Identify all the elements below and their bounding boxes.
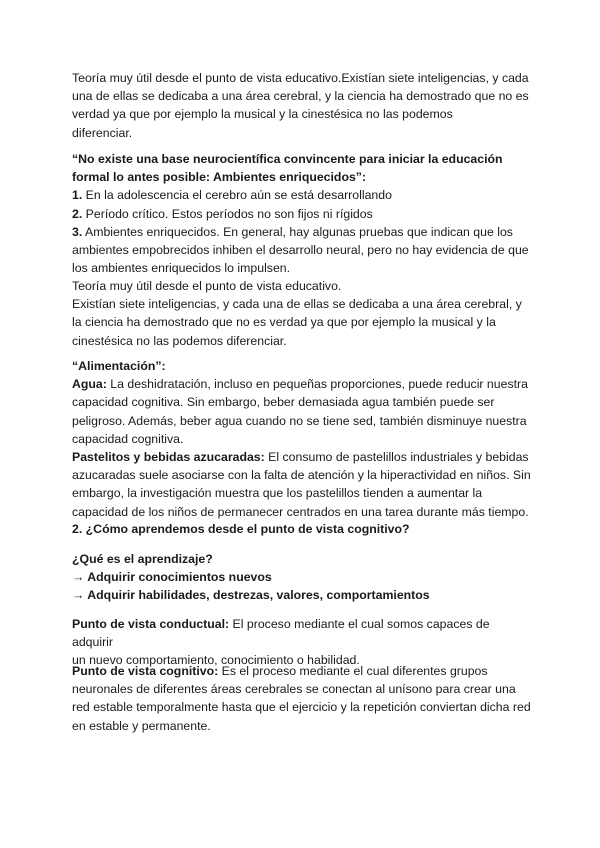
section-title: 2. ¿Cómo aprendemos desde el punto de vista cognitivo? — [72, 522, 410, 536]
text-line: Teoría muy útil desde el punto de vista educativo. — [72, 279, 342, 293]
list-text: Ambientes enriquecidos. En general, hay algunas pruebas que indican que los — [82, 224, 513, 239]
arrow-item: → Adquirir habilidades, destrezas, valores, comportamientos — [72, 588, 430, 603]
quote-section — [72, 150, 532, 277]
text-line: peligroso. Además, beber agua cuando no se tiene sed, también disminuye nuestra — [72, 413, 527, 428]
question-heading: ¿Qué es el aprendizaje? — [72, 552, 213, 566]
term-label: Agua: — [72, 377, 107, 392]
text-line: una de ellas se dedicaba a una área cerebral, y la ciencia ha demostrado que no es — [72, 89, 529, 104]
term-label: Punto de vista conductual: — [72, 617, 230, 631]
conductual-line — [72, 615, 532, 651]
list-item-2 — [72, 205, 532, 223]
text-span: El proceso mediante el cual somos capaces de adquirir — [72, 617, 490, 650]
text-line: verdad ya que por ejemplo la musical y la cinestésica no las podemos — [72, 107, 453, 122]
learning-section — [72, 550, 532, 605]
list-item-1 — [72, 186, 532, 204]
section-2 — [72, 520, 532, 538]
text-line: capacidad de los niños de permanecer centrados en una tarea durante más tiempo. — [72, 504, 529, 519]
text-line: capacidad cognitiva. — [72, 431, 184, 446]
text-span: El consumo de pastelillos industriales y bebidas — [264, 450, 529, 465]
term-label: Punto de vista cognitivo: — [72, 664, 219, 678]
paragraph-intro — [72, 69, 532, 142]
text-span: La deshidratación, incluso en pequeñas proporciones, puede reducir nuestra — [106, 377, 528, 392]
pastelitos-line — [72, 448, 532, 466]
text-line: neuronales de diferentes áreas cerebrales se conectan al unísono para crear una — [72, 682, 516, 697]
list-number: 1. — [72, 188, 83, 203]
text-line: ambientes empobrecidos inhiben el desarrollo neural, pero no hay evidencia de que — [72, 243, 529, 258]
cognitivo-section — [72, 662, 532, 735]
arrow-item: → Adquirir conocimientos nuevos — [72, 570, 272, 585]
text-line: diferenciar. — [72, 125, 133, 140]
text-line: los ambientes enriquecidos lo impulsen. — [72, 261, 291, 276]
section-heading: “Alimentación”: — [72, 359, 166, 373]
term-label: Pastelitos y bebidas azucaradas: — [72, 450, 265, 465]
text-span: Es el proceso mediante el cual diferentes grupos — [218, 664, 488, 678]
food-section — [72, 357, 532, 521]
text-line: capacidad cognitiva. Sin embargo, beber demasiada agua también puede ser — [72, 395, 495, 410]
text-line: la ciencia ha demostrado que no es verdad ya que por ejemplo la musical y la — [72, 315, 496, 330]
text-line: un nuevo comportamiento, conocimiento o habilidad. — [72, 653, 360, 668]
text-line: cinestésica no las podemos diferenciar. — [72, 333, 287, 348]
text-line: Teoría muy útil desde el punto de vista educativo.Existían siete inteligencias, y cada — [72, 71, 529, 85]
list-text: Período crítico. Estos períodos no son fijos ni rígidos — [82, 206, 373, 221]
cognitivo-line — [72, 662, 532, 680]
text-line: red estable temporalmente hasta que el ejercicio y la repetición conviertan dicha red — [72, 700, 531, 715]
quote-heading-line: formal lo antes posible: Ambientes enriquecidos”: — [72, 170, 367, 185]
text-line: embargo, la investigación muestra que los pastelillos tienden a aumentar la — [72, 486, 483, 501]
text-line: Existían siete inteligencias, y cada una de ellas se dedicaba a una área cerebral, y — [72, 297, 522, 312]
text-line: en estable y permanente. — [72, 718, 211, 733]
text-line: azucaradas suele asociarse con la falta de atención y la hiperactividad en niños. Sin — [72, 468, 531, 483]
list-number: 2. — [72, 206, 83, 221]
agua-line — [72, 375, 532, 393]
list-item-3 — [72, 223, 532, 241]
paragraph-repeat — [72, 277, 532, 350]
quote-heading-line: “No existe una base neurocientífica convincente para iniciar la educación — [72, 152, 503, 166]
list-number: 3. — [72, 224, 83, 239]
list-text: En la adolescencia el cerebro aún se está desarrollando — [82, 188, 392, 203]
